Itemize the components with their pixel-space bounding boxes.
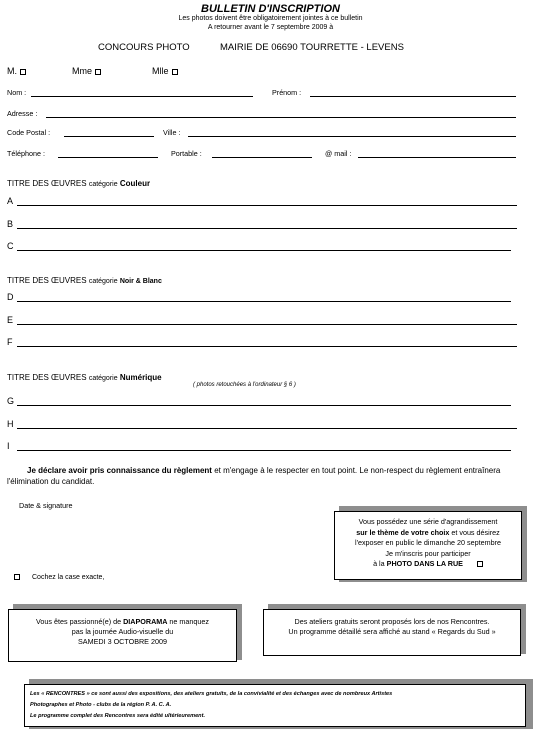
title-field-g[interactable]: [17, 405, 511, 406]
section-category-word: catégorie: [88, 181, 118, 188]
section-category-name: Noir & Blanc: [119, 278, 162, 285]
adresse-label: Adresse :: [7, 109, 38, 118]
numerique-note: ( photos retouchées à l'ordinateur § 6 ): [193, 382, 296, 388]
civility-mme[interactable]: [72, 66, 101, 76]
mail-label: @ mail :: [325, 149, 352, 158]
nom-field[interactable]: [31, 96, 253, 97]
series-line-4: Je m'inscris pour participer: [385, 548, 471, 558]
diaporama-rest: ne manquez: [167, 617, 209, 626]
ateliers-box: [263, 609, 521, 656]
section-category-word: catégorie: [88, 278, 118, 285]
row-letter: I: [7, 441, 10, 451]
check-hint-text: Cochez la case exacte,: [32, 574, 105, 581]
title-field-i[interactable]: [17, 450, 511, 451]
diaporama-line-2: pas la journée Audio-visuelle du: [71, 627, 174, 636]
contest-name: CONCOURS PHOTO: [98, 42, 190, 53]
declaration-rest: et m'engage à le respecter en tout point. Le non-respect du règlement entraînera: [211, 466, 501, 475]
title-field-c[interactable]: [17, 250, 511, 251]
series-line-5-bold: PHOTO DANS LA RUE: [386, 559, 463, 568]
ateliers-line-1: Des ateliers gratuits seront proposés lors de nos Rencontres.: [294, 617, 490, 626]
declaration: [27, 466, 500, 475]
telephone-label: Téléphone :: [7, 149, 45, 158]
series-line-1: Vous possédez une série d'agrandissement: [358, 517, 498, 526]
section-category-name: Numérique: [119, 373, 162, 382]
ville-label: Ville :: [163, 128, 181, 137]
row-letter: H: [7, 419, 14, 429]
diaporama-bold: DIAPORAMA: [123, 617, 168, 626]
form-title: BULLETIN D'INSCRIPTION: [201, 3, 340, 15]
section-category-name: Couleur: [119, 179, 151, 188]
diaporama-box: [8, 609, 237, 662]
signature-label: Date & signature: [19, 501, 73, 510]
checkbox-icon[interactable]: [172, 69, 178, 75]
contest-address: MAIRIE DE 06690 TOURRETTE - LEVENS: [220, 42, 404, 53]
nom-label: Nom :: [7, 88, 27, 97]
row-letter: D: [7, 292, 14, 302]
section-category-word: catégorie: [88, 375, 118, 382]
row-letter: G: [7, 396, 15, 406]
header-line-1: Les photos doivent être obligatoirement jointes à ce bulletin: [178, 15, 363, 22]
row-letter: E: [7, 315, 14, 325]
title-field-f[interactable]: [17, 346, 517, 347]
civility-m[interactable]: [7, 66, 26, 76]
rencontres-line-2: Photographes et Photo - clubs de la région P. A. C. A.: [30, 702, 172, 708]
row-letter: F: [7, 337, 13, 347]
portable-label: Portable :: [171, 149, 202, 158]
row-letter: B: [7, 219, 14, 229]
diaporama-line-1: [9, 617, 236, 627]
portable-field[interactable]: [212, 157, 312, 158]
checkbox-icon: [14, 574, 20, 580]
code-postal-field[interactable]: [64, 136, 154, 137]
series-box: [334, 511, 522, 580]
declaration-bold: Je déclare avoir pris connaissance du règlement: [27, 466, 212, 475]
title-field-b[interactable]: [17, 228, 517, 229]
prenom-field[interactable]: [310, 96, 516, 97]
checkbox-icon[interactable]: [20, 69, 26, 75]
rencontres-box: [24, 684, 526, 727]
civility-mlle[interactable]: [152, 66, 178, 76]
title-field-d[interactable]: [17, 301, 511, 302]
civility-mme-label: Mme: [72, 66, 92, 76]
code-postal-label: Code Postal :: [7, 128, 51, 137]
section-label: TITRE DES ŒUVRES: [7, 276, 87, 285]
series-line-5: [335, 559, 521, 570]
diaporama-line-3: SAMEDI 3 OCTOBRE 2009: [78, 637, 167, 646]
checkbox-icon[interactable]: [477, 561, 483, 567]
checkbox-icon[interactable]: [95, 69, 101, 75]
declaration-line-2: l'élimination du candidat.: [7, 477, 95, 486]
series-line-2: [335, 528, 521, 539]
row-letter: C: [7, 241, 14, 251]
rencontres-line-1: Les « RENCONTRES » ce sont aussi des expositions, des ateliers gratuits, de la convivialité et des échanges avec de nombreux Artistes: [30, 691, 393, 697]
prenom-label: Prénom :: [272, 88, 302, 97]
check-hint: [14, 574, 104, 581]
section-noir-blanc-header: [7, 276, 162, 285]
mail-field[interactable]: [358, 157, 516, 158]
series-line-3: l'exposer en public le dimanche 20 septembre: [354, 538, 501, 547]
ateliers-line-2: Un programme détaillé sera affiché au stand « Regards du Sud »: [288, 627, 496, 636]
section-label: TITRE DES ŒUVRES: [7, 179, 87, 188]
header-line-2: A retourner avant le 7 septembre 2009 à: [207, 24, 334, 31]
adresse-field[interactable]: [46, 117, 516, 118]
series-line-2-rest: et vous désirez: [449, 527, 500, 537]
telephone-field[interactable]: [58, 157, 158, 158]
title-field-e[interactable]: [17, 324, 517, 325]
section-label: TITRE DES ŒUVRES: [7, 373, 87, 382]
civility-mlle-label: Mlle: [152, 66, 169, 76]
title-field-h[interactable]: [17, 428, 517, 429]
title-field-a[interactable]: [17, 205, 517, 206]
civility-m-label: M.: [7, 66, 17, 76]
series-line-2-bold: sur le thème de votre choix: [356, 527, 450, 537]
diaporama-pre: Vous êtes passionné(e) de: [36, 617, 124, 626]
rencontres-line-3: Le programme complet des Rencontres sera édité ultérieurement.: [30, 713, 206, 719]
section-couleur-header: [7, 179, 150, 188]
series-line-5-pre: à la: [373, 559, 387, 568]
section-numerique-header: [7, 373, 162, 382]
ville-field[interactable]: [188, 136, 516, 137]
row-letter: A: [7, 196, 14, 206]
